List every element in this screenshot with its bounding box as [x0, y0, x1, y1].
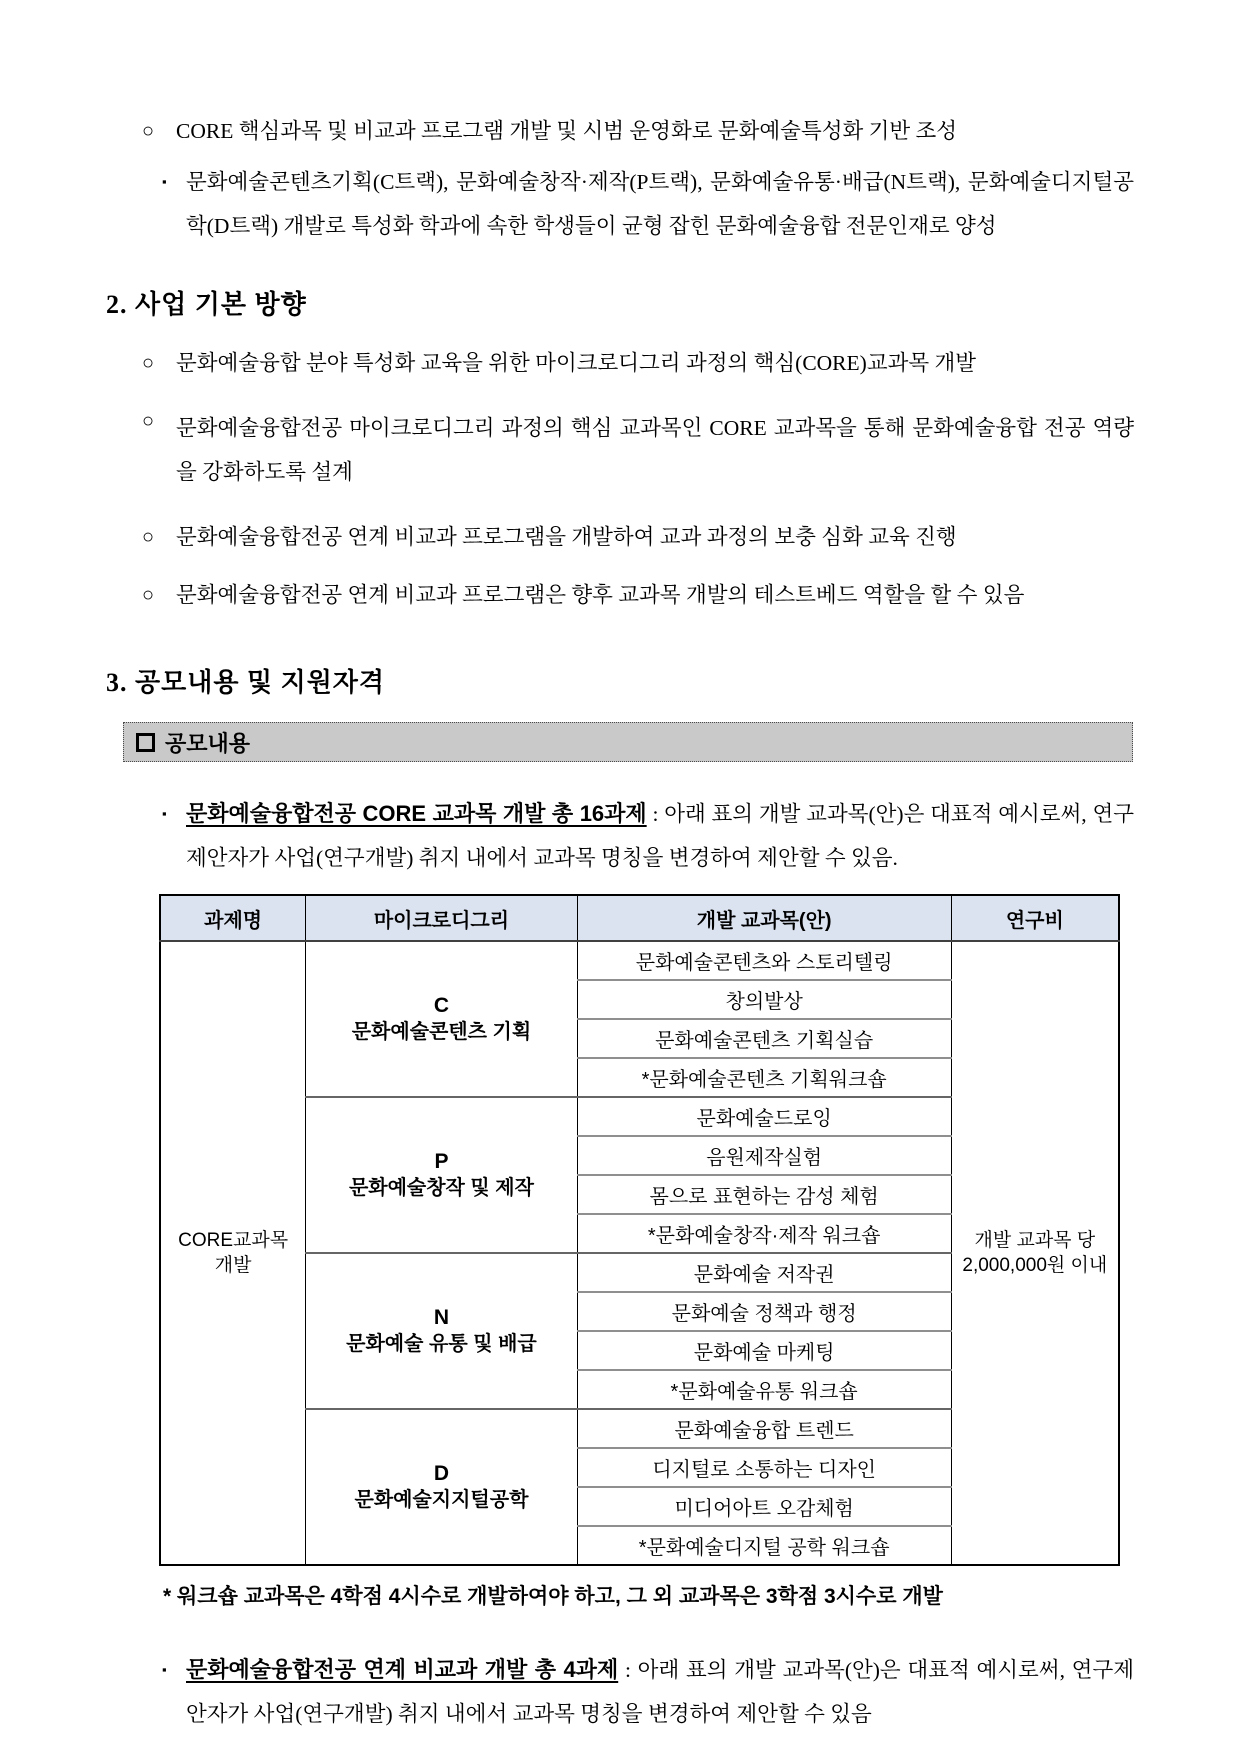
section2-bullet-2: [142, 406, 1134, 494]
track-code: D: [433, 1462, 450, 1485]
course-cell: 문화예술드로잉: [577, 1097, 951, 1136]
intro-sub-bullet-text: 문화예술콘텐츠기획(C트랙), 문화예술창작·제작(P트랙), 문화예술유통·배급(N트랙), 문화예술디지털공학(D트랙) 개발로 특성화 학과에 속한 학생들이 균형 잡힌 문화예술융합 전문인재로 양성: [186, 170, 1134, 238]
track-d-cell: [306, 1409, 577, 1565]
course-cell: 문화예술융합 트렌드: [577, 1409, 951, 1448]
course-cell: 문화예술 마케팅: [577, 1331, 951, 1370]
course-cell: 창의발상: [577, 980, 951, 1019]
circle-bullet-icon: ○: [142, 584, 155, 606]
course-cell: 음원제작실험: [577, 1136, 951, 1175]
course-cell: 문화예술 저작권: [577, 1253, 951, 1292]
table-row: [160, 941, 1119, 980]
budget-line: 개발 교과목 당: [974, 1230, 1096, 1251]
square-outline-icon: [136, 733, 155, 752]
section2-bullet-1-text: 문화예술융합 분야 특성화 교육을 위한 마이크로디그리 과정의 핵심(CORE)교과목 개발: [176, 351, 977, 375]
course-cell: *문화예술디지털 공학 워크숍: [577, 1526, 951, 1565]
track-code: C: [433, 994, 450, 1017]
contents-banner-label: 공모내용: [165, 730, 251, 756]
col-header-courses: 개발 교과목(안): [577, 895, 951, 941]
intro-bullet: [142, 116, 1134, 146]
noncurricular-bullet-text: [186, 1648, 1134, 1736]
track-name: 문화예술창작 및 제작: [348, 1177, 534, 1199]
track-code: P: [434, 1150, 449, 1173]
track-p-cell: [306, 1097, 577, 1253]
track-name: 문화예술지지털공학: [354, 1489, 529, 1511]
section2-bullet-1: [142, 348, 1134, 378]
core-courses-bullet-strong: 문화예술융합전공 CORE 교과목 개발 총 16과제: [186, 801, 647, 826]
section2-title: 2. 사업 기본 방향: [106, 290, 307, 319]
section2-bullet-2-text: 문화예술융합전공 마이크로디그리 과정의 핵심 교과목인 CORE 교과목을 통해 문화예술융합 전공 역량을 강화하도록 설계: [176, 416, 1134, 484]
track-name: 문화예술콘텐츠 기획: [351, 1021, 532, 1043]
section2-bullet-3-text: 문화예술융합전공 연계 비교과 프로그램을 개발하여 교과 과정의 보충 심화 교육 진행: [176, 525, 957, 549]
col-header-project: 과제명: [160, 895, 306, 941]
course-cell: 디지털로 소통하는 디자인: [577, 1448, 951, 1487]
section2-bullet-3: [142, 522, 1134, 552]
square-bullet-icon: ▪: [162, 806, 167, 821]
circle-bullet-icon: ○: [142, 526, 155, 548]
noncurricular-bullet-strong: 문화예술융합전공 연계 비교과 개발 총 4과제: [186, 1657, 619, 1682]
course-cell: *문화예술창작·제작 워크숍: [577, 1214, 951, 1253]
track-code: N: [433, 1306, 450, 1329]
noncurricular-bullet: [162, 1648, 1134, 1736]
project-name-cell: [160, 941, 306, 1565]
circle-bullet-icon: ○: [142, 352, 155, 374]
budget-line: 2,000,000원 이내: [962, 1255, 1108, 1276]
track-name: 문화예술 유통 및 배급: [346, 1333, 537, 1355]
course-cell: *문화예술유통 워크숍: [577, 1370, 951, 1409]
noncurricular-bullet-rest: : 아래 표의 개발 교과목(안)은 대표적 예시로써, 연구제안자가 사업(연구개발) 취지 내에서 교과목 명칭을 변경하여 제안할 수 있음: [186, 1658, 1134, 1726]
course-cell: 미디어아트 오감체험: [577, 1487, 951, 1526]
course-cell: *문화예술콘텐츠 기획워크숍: [577, 1058, 951, 1097]
section2-bullet-4: [142, 580, 1134, 610]
square-bullet-icon: ▪: [162, 1662, 167, 1677]
table-header-row: [160, 895, 1119, 941]
circle-bullet-icon: ○: [142, 410, 155, 432]
course-cell: 문화예술콘텐츠와 스토리텔링: [577, 941, 951, 980]
course-cell: 문화예술 정책과 행정: [577, 1292, 951, 1331]
project-name-line: 개발: [214, 1255, 252, 1276]
contents-banner: [123, 722, 1133, 762]
intro-sub-bullet: [162, 160, 1134, 248]
section2-bullet-4-text: 문화예술융합전공 연계 비교과 프로그램은 향후 교과목 개발의 테스트베드 역할을 할 수 있음: [176, 583, 1025, 607]
core-courses-bullet: [162, 792, 1134, 880]
square-bullet-icon: ▪: [162, 174, 167, 189]
col-header-budget: 연구비: [951, 895, 1119, 941]
intro-bullet-text: CORE 핵심과목 및 비교과 프로그램 개발 및 시범 운영화로 문화예술특성화 기반 조성: [176, 119, 958, 143]
core-courses-table: [159, 894, 1120, 1566]
col-header-microdegree: 마이크로디그리: [306, 895, 577, 941]
track-c-cell: [306, 941, 577, 1097]
circle-bullet-icon: ○: [142, 120, 155, 142]
core-courses-bullet-rest: : 아래 표의 개발 교과목(안)은 대표적 예시로써, 연구제안자가 사업(연구개발) 취지 내에서 교과목 명칭을 변경하여 제안할 수 있음.: [186, 802, 1134, 870]
table-footnote: * 워크숍 교과목은 4학점 4시수로 개발하여야 하고, 그 외 교과목은 3학점 3시수로 개발: [163, 1585, 943, 1608]
core-courses-bullet-text: [186, 792, 1134, 880]
section3-title: 3. 공모내용 및 지원자격: [106, 668, 386, 697]
course-cell: 문화예술콘텐츠 기획실습: [577, 1019, 951, 1058]
track-n-cell: [306, 1253, 577, 1409]
course-cell: 몸으로 표현하는 감성 체험: [577, 1175, 951, 1214]
project-name-line: CORE교과목: [178, 1230, 289, 1251]
budget-cell: [951, 941, 1119, 1565]
